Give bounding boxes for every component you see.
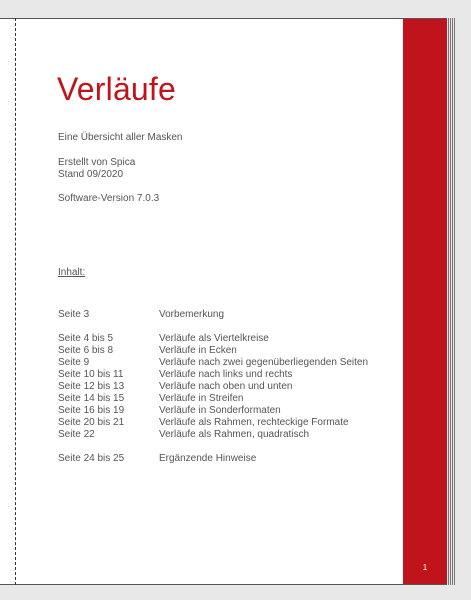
document-page bbox=[0, 18, 447, 585]
toc-topic: Verläufe nach links und rechts bbox=[159, 369, 293, 380]
toc-pages: Seite 16 bis 19 bbox=[58, 405, 125, 416]
toc-pages: Seite 6 bis 8 bbox=[58, 345, 114, 356]
toc-pages: Seite 9 bbox=[58, 357, 90, 368]
toc-topic: Ergänzende Hinweise bbox=[159, 453, 257, 464]
toc-row bbox=[58, 417, 368, 429]
toc-topic: Verläufe nach oben und unten bbox=[159, 381, 293, 392]
toc-row bbox=[58, 393, 368, 405]
toc-topic: Verläufe in Sonderformaten bbox=[159, 405, 281, 416]
toc-topic: Verläufe in Streifen bbox=[159, 393, 244, 404]
toc-pages: Seite 22 bbox=[58, 429, 95, 440]
toc-row bbox=[58, 405, 368, 417]
toc-row bbox=[58, 429, 368, 441]
toc-topic: Verläufe als Viertelkreise bbox=[159, 333, 269, 344]
toc-pages: Seite 12 bis 13 bbox=[58, 381, 125, 392]
document-subtitle: Eine Übersicht aller Masken bbox=[58, 132, 183, 143]
toc-pages: Seite 10 bis 11 bbox=[58, 369, 124, 380]
toc-topic: Vorbemerkung bbox=[159, 309, 225, 320]
toc-row bbox=[58, 369, 368, 381]
toc-row bbox=[58, 453, 368, 465]
margin-guide-line bbox=[15, 18, 16, 585]
toc-pages: Seite 4 bis 5 bbox=[58, 333, 114, 344]
toc-pages: Seite 14 bis 15 bbox=[58, 393, 125, 404]
toc-row bbox=[58, 333, 368, 345]
red-side-band bbox=[403, 19, 447, 584]
toc-topic: Verläufe in Ecken bbox=[159, 345, 237, 356]
toc-row bbox=[58, 309, 368, 321]
toc-pages: Seite 24 bis 25 bbox=[58, 453, 125, 464]
document-title: Verläufe bbox=[57, 71, 177, 107]
toc-pages: Seite 3 bbox=[58, 309, 90, 320]
toc-row bbox=[58, 345, 368, 357]
table-of-contents bbox=[58, 309, 368, 465]
toc-heading: Inhalt: bbox=[58, 267, 86, 278]
toc-spacer bbox=[58, 321, 368, 333]
author-line: Erstellt von Spica bbox=[58, 157, 136, 168]
toc-row bbox=[58, 357, 368, 369]
page-number: 1 bbox=[422, 563, 428, 572]
software-version: Software-Version 7.0.3 bbox=[58, 193, 160, 204]
toc-topic: Verläufe als Rahmen, rechteckige Formate bbox=[159, 417, 349, 428]
toc-topic: Verläufe als Rahmen, quadratisch bbox=[159, 429, 310, 440]
toc-pages: Seite 20 bis 21 bbox=[58, 417, 125, 428]
toc-row bbox=[58, 381, 368, 393]
toc-spacer bbox=[58, 441, 368, 453]
toc-topic: Verläufe nach zwei gegenüberliegenden Seiten bbox=[159, 357, 369, 368]
page-stack-edges bbox=[447, 18, 457, 585]
date-line: Stand 09/2020 bbox=[58, 169, 124, 180]
